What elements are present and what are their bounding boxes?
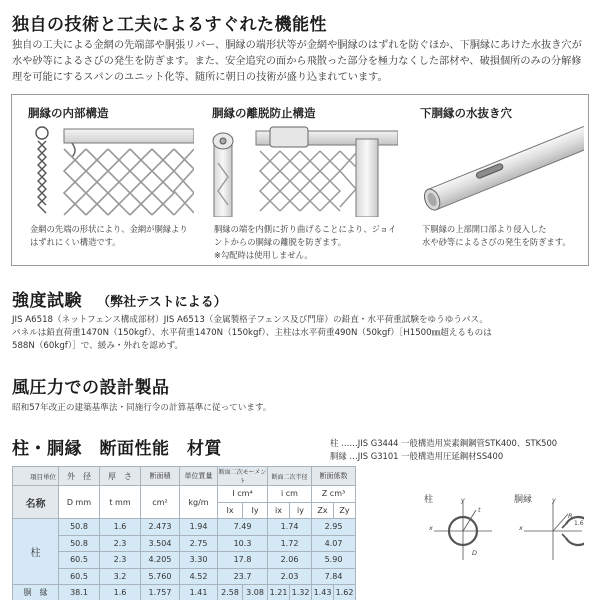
table-cell: 2.3 [100, 552, 141, 569]
table-cell: 5.760 [141, 568, 180, 585]
table-header: 断面二次モーメント [218, 467, 268, 486]
table-cell: 50.8 [59, 519, 100, 536]
panel-caption [422, 223, 582, 249]
rail-row-label: 胴 縁 [13, 585, 59, 600]
table-cell: 3.08 [243, 585, 268, 600]
table-cell: 2.06 [268, 552, 312, 569]
panel-title: 下胴縁の水抜き穴 [420, 106, 512, 120]
unit-cell: D mm [59, 486, 100, 519]
material-line-pillar: 柱 ……JIS G3444 一般構造用炭素鋼鋼管STK400、STK500 [330, 438, 558, 448]
section-title-features: 独自の技術と工夫によるすぐれた機能性 [12, 15, 327, 35]
table-header: 断面係数 [312, 467, 356, 486]
table-cell: 38.1 [59, 585, 100, 600]
section-subtitle-strength: （弊社テストによる） [97, 295, 227, 310]
strength-line: JIS A6518（ネットフェンス構成部材）JIS A6513（金属製格子フェンス及び門扉）の鉛直・水平荷重試験をゆうゆうパス。 [12, 315, 488, 325]
table-cell: 60.5 [59, 568, 100, 585]
caption-line: 金網の先端の形状により、金網が胴縁より [30, 224, 188, 234]
table-cell: 1.94 [180, 519, 218, 536]
subunit-cell: Ix [218, 502, 243, 519]
section-title-strength: 強度試験 [12, 291, 82, 311]
pillar-cross-section-diagram [432, 500, 494, 562]
strength-line: 588N（60kgf）］で、緩み・外れを認めず。 [12, 341, 183, 351]
table-cell: 3.2 [100, 568, 141, 585]
caption-line: はずれにくい構造です。 [30, 237, 121, 247]
table-cell: 2.58 [218, 585, 243, 600]
post-joint-illustration [208, 123, 398, 217]
table-header: 厚 さ [100, 467, 141, 486]
table-cell: 2.75 [180, 535, 218, 552]
pillar-diagram-label: 柱 [424, 495, 434, 505]
features-paragraph [12, 38, 592, 86]
table-cell: 4.205 [141, 552, 180, 569]
strength-line: パネルは鉛直荷重1470N（150kgf）、水平荷重1470N（150kgf）、主柱は水平荷重490N（50kgf）［H1500㎜超えるものは [12, 328, 492, 338]
table-cell: 7.84 [312, 568, 356, 585]
panel-title: 胴縁の内部構造 [28, 106, 109, 120]
table-header: 項目単位 [13, 467, 59, 486]
features-panel-box [11, 94, 589, 266]
axis-label: R [568, 512, 573, 520]
unit-cell: I cm⁴ [218, 486, 268, 503]
subunit-cell: Iy [243, 502, 268, 519]
table-cell: 4.07 [312, 535, 356, 552]
panel-title: 胴縁の離脱防止構造 [212, 106, 316, 120]
table-cell: 2.3 [100, 535, 141, 552]
table-header: 外 径 [59, 467, 100, 486]
unit-cell: cm² [141, 486, 180, 519]
material-line-rail: 胴縁 …JIS G3101 一般構造用圧延鋼材SS400 [330, 451, 504, 461]
table-cell: 1.74 [268, 519, 312, 536]
pillar-row-label: 柱 [13, 519, 59, 585]
table-cell: 1.21 [268, 585, 290, 600]
wind-paragraph: 昭和57年改正の建築基準法・同施行令の計算基準に従っています。 [12, 403, 272, 413]
caption-line: 水や砂等によるさびの発生を防ぎます。 [422, 237, 571, 247]
section-properties-table [12, 466, 356, 600]
subunit-cell: Zy [334, 502, 356, 519]
table-cell: 3.504 [141, 535, 180, 552]
axis-label: y [461, 496, 465, 504]
axis-label: x [519, 524, 523, 532]
section-title-specs: 柱・胴縁 断面性能 材質 [12, 439, 222, 459]
table-cell: 23.7 [218, 568, 268, 585]
caption-line: 胴縁の端を内側に折り曲げることにより、ジョイ [214, 224, 397, 234]
table-name-header: 名称 [13, 486, 59, 519]
table-cell: 1.757 [141, 585, 180, 600]
chain-link-illustration [24, 123, 194, 217]
unit-cell: Z cm³ [312, 486, 356, 503]
features-line: 理を可能にするスパンのユニット化等、随所に朝日の技術が盛り込まれています。 [12, 72, 388, 83]
features-line: 独自の工夫による金網の先端部や胴張リバー、胴縁の端形状等が金網や胴縁のはずれを防ぐほか、下胴縁にあけた水抜き穴が [12, 40, 582, 51]
axis-label: x [429, 524, 433, 532]
table-cell: 10.3 [218, 535, 268, 552]
rail-cross-section-diagram [522, 500, 584, 562]
table-cell: 50.8 [59, 535, 100, 552]
caption-line: 下胴縁の上部開口部より侵入した [422, 224, 547, 234]
unit-cell: kg/m [180, 486, 218, 519]
table-cell: 1.6 [100, 585, 141, 600]
table-cell: 1.32 [290, 585, 312, 600]
table-header: 断面積 [141, 467, 180, 486]
axis-label: y [552, 496, 556, 504]
subunit-cell: iy [290, 502, 312, 519]
table-cell: 5.90 [312, 552, 356, 569]
strength-test-heading [12, 286, 227, 311]
caption-note: ※勾配時は使用しません。 [214, 250, 313, 260]
unit-cell: i cm [268, 486, 312, 503]
unit-cell: t mm [100, 486, 141, 519]
drain-pipe-illustration [416, 123, 584, 217]
rail-diagram-label: 胴縁 [514, 495, 533, 505]
subunit-cell: ix [268, 502, 290, 519]
strength-paragraph [12, 314, 592, 353]
dimension-value: 1.6 [574, 520, 584, 527]
material-list [330, 437, 557, 463]
table-header: 断面二次半径 [268, 467, 312, 486]
table-cell: 60.5 [59, 552, 100, 569]
table-cell: 2.03 [268, 568, 312, 585]
panel-caption [214, 223, 404, 262]
panel-inner-structure [24, 101, 194, 261]
table-cell: 4.52 [180, 568, 218, 585]
table-cell: 2.95 [312, 519, 356, 536]
panel-drain-hole [416, 101, 584, 261]
table-cell: 2.473 [141, 519, 180, 536]
panel-caption [30, 223, 198, 249]
table-cell: 3.30 [180, 552, 218, 569]
table-cell: 1.43 [312, 585, 334, 600]
axis-label: D [472, 549, 478, 557]
caption-line: ントからの胴縁の離脱を防ぎます。 [214, 237, 347, 247]
table-cell: 1.41 [180, 585, 218, 600]
panel-anti-detach [208, 101, 398, 261]
axis-label: t [478, 506, 481, 514]
table-header: 単位質量 [180, 467, 218, 486]
section-title-wind: 風圧力での設計製品 [12, 378, 170, 398]
table-cell: 1.62 [334, 585, 356, 600]
subunit-cell: Zx [312, 502, 334, 519]
table-cell: 17.8 [218, 552, 268, 569]
table-cell: 1.6 [100, 519, 141, 536]
table-cell: 1.72 [268, 535, 312, 552]
table-cell: 7.49 [218, 519, 268, 536]
features-line: 水や砂等によるさびの発生を防ぎます。また、安全追究の面から飛散った部分を極力なくした部材や、破損個所のみの分解修 [12, 56, 582, 67]
